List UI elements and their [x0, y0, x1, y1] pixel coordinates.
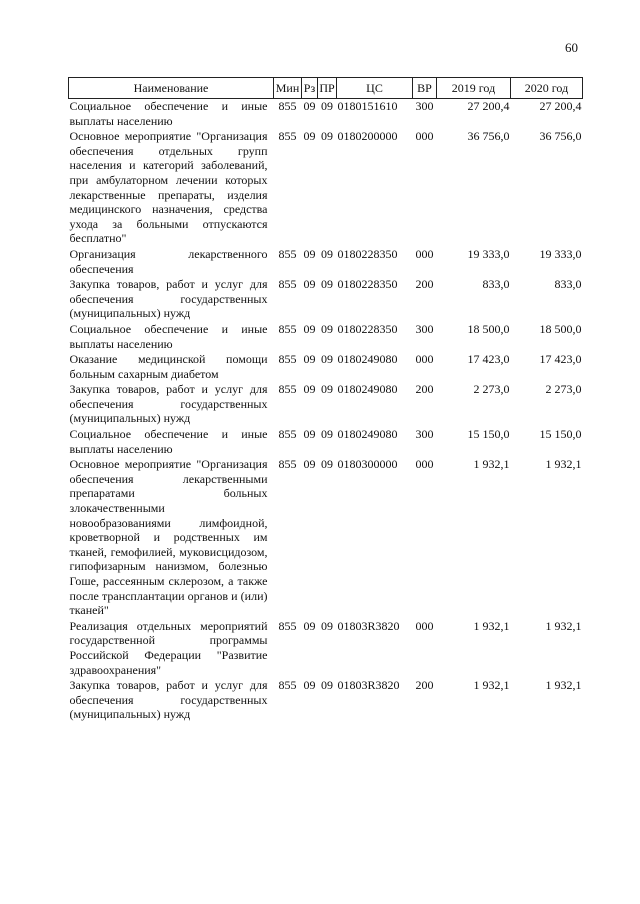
cell-name: Закупка товаров, работ и услуг для обеспечения государственных (муниципальных) нужд [69, 382, 268, 426]
cell-rz: 09 [303, 246, 316, 261]
cell-name: Основное мероприятие "Организация обеспечения отдельных групп населения и категорий заболеваний, при амбулаторном лечении которых лекарственные препараты, изделия медицинского назначения, средства ухода за больными отпускаются бесплатно" [69, 129, 268, 246]
table-row [69, 678, 583, 723]
cell-rz: 09 [303, 352, 316, 367]
table-row [69, 247, 583, 277]
cell-2020: 27 200,4 [539, 99, 582, 113]
page-number: 60 [565, 40, 578, 55]
cell-2019: 833,0 [482, 277, 510, 292]
cell-2020: 36 756,0 [539, 129, 582, 144]
cell-rz: 09 [303, 678, 316, 693]
cell-2020: 1 932,1 [545, 457, 582, 472]
cell-cs: 01803R3820 [337, 678, 400, 693]
cell-cs: 0180249080 [337, 352, 398, 367]
cell-name: Основное мероприятие "Организация обеспечения лекарственными препаратами больных злокачественными новообразованиями лимфоидной, кроветворной и родственных им тканей, гемофилией, муковисцидозом, гипофизарным нанизмом, болезнью Гоше, рассеянным склерозом, а также после трансплантации органов и (или) тканей" [69, 457, 268, 618]
cell-min: 855 [278, 427, 297, 442]
table-row [69, 352, 583, 382]
cell-pr: 09 [321, 678, 333, 693]
cell-rz: 09 [303, 129, 316, 144]
cell-vr: 300 [415, 99, 434, 113]
cell-min: 855 [278, 99, 297, 113]
cell-2020: 15 150,0 [539, 427, 582, 442]
cell-min: 855 [278, 618, 297, 633]
cell-pr: 09 [321, 246, 333, 261]
table-row [69, 99, 583, 130]
cell-2019: 1 932,1 [473, 678, 510, 693]
cell-pr: 09 [321, 352, 333, 367]
cell-cs: 0180151610 [337, 99, 398, 113]
cell-cs: 0180200000 [337, 129, 398, 144]
cell-2020: 19 333,0 [539, 246, 582, 261]
table-row [69, 457, 583, 619]
cell-pr: 09 [321, 321, 333, 336]
cell-2019: 18 500,0 [467, 321, 510, 336]
cell-2019: 19 333,0 [467, 246, 510, 261]
cell-2020: 18 500,0 [539, 321, 582, 336]
cell-2020: 1 932,1 [545, 678, 582, 693]
cell-pr: 09 [321, 382, 333, 397]
column-header-cs: ЦС [337, 78, 413, 99]
cell-2019: 15 150,0 [467, 427, 510, 442]
cell-rz: 09 [303, 99, 316, 113]
cell-2019: 2 273,0 [473, 382, 510, 397]
column-header-vr: ВР [413, 78, 437, 99]
cell-pr: 09 [321, 427, 333, 442]
cell-cs: 0180249080 [337, 427, 398, 442]
cell-cs: 01803R3820 [337, 618, 400, 633]
table-row [69, 277, 583, 322]
cell-name: Реализация отдельных мероприятий государственной программы Российской Федерации "Развитие здравоохранения" [69, 618, 268, 677]
cell-2019: 36 756,0 [467, 129, 510, 144]
cell-2020: 833,0 [554, 277, 582, 292]
cell-vr: 300 [415, 427, 434, 442]
cell-pr: 09 [321, 99, 333, 113]
cell-rz: 09 [303, 457, 316, 472]
cell-rz: 09 [303, 618, 316, 633]
cell-vr: 000 [415, 457, 434, 472]
column-header-min: Мин [274, 78, 302, 99]
cell-rz: 09 [303, 382, 316, 397]
cell-pr: 09 [321, 457, 333, 472]
cell-pr: 09 [321, 618, 333, 633]
table-body [69, 99, 583, 723]
cell-2019: 1 932,1 [473, 457, 510, 472]
cell-min: 855 [278, 678, 297, 693]
cell-vr: 200 [415, 382, 434, 397]
cell-2020: 17 423,0 [539, 352, 582, 367]
cell-name: Социальное обеспечение и иные выплаты населению [69, 99, 268, 128]
cell-rz: 09 [303, 321, 316, 336]
cell-vr: 300 [415, 321, 434, 336]
cell-vr: 000 [415, 618, 434, 633]
cell-min: 855 [278, 457, 297, 472]
cell-name: Закупка товаров, работ и услуг для обеспечения государственных (муниципальных) нужд [69, 277, 268, 321]
cell-rz: 09 [303, 427, 316, 442]
cell-min: 855 [278, 321, 297, 336]
cell-vr: 000 [415, 129, 434, 144]
budget-table [68, 77, 583, 723]
cell-pr: 09 [321, 277, 333, 292]
cell-2019: 27 200,4 [467, 99, 510, 113]
cell-min: 855 [278, 246, 297, 261]
cell-name: Социальное обеспечение и иные выплаты населению [69, 427, 268, 456]
column-header-rz: Рз [302, 78, 318, 99]
cell-vr: 200 [415, 678, 434, 693]
cell-vr: 000 [415, 352, 434, 367]
table-row [69, 129, 583, 247]
cell-name: Закупка товаров, работ и услуг для обеспечения государственных (муниципальных) нужд [69, 678, 268, 722]
cell-name: Социальное обеспечение и иные выплаты населению [69, 321, 268, 351]
column-header-2019: 2019 год [437, 78, 511, 99]
column-header-name: Наименование [69, 78, 274, 99]
cell-min: 855 [278, 352, 297, 367]
cell-cs: 0180228350 [337, 246, 398, 261]
cell-2020: 1 932,1 [545, 618, 582, 633]
cell-pr: 09 [321, 129, 333, 144]
cell-name: Оказание медицинской помощи больным сахарным диабетом [69, 352, 268, 381]
cell-vr: 200 [415, 277, 434, 292]
cell-rz: 09 [303, 277, 316, 292]
table-row [69, 619, 583, 678]
cell-min: 855 [278, 129, 297, 144]
cell-min: 855 [278, 382, 297, 397]
cell-vr: 000 [415, 246, 434, 261]
cell-2020: 2 273,0 [545, 382, 582, 397]
table-row [69, 322, 583, 352]
cell-2019: 17 423,0 [467, 352, 510, 367]
cell-min: 855 [278, 277, 297, 292]
table-row [69, 382, 583, 427]
cell-cs: 0180300000 [337, 457, 398, 472]
cell-2019: 1 932,1 [473, 618, 510, 633]
cell-cs: 0180228350 [337, 321, 398, 336]
column-header-2020: 2020 год [511, 78, 583, 99]
table-row [69, 427, 583, 457]
cell-name: Организация лекарственного обеспечения [69, 246, 268, 276]
cell-cs: 0180249080 [337, 382, 398, 397]
cell-cs: 0180228350 [337, 277, 398, 292]
column-header-pr: ПР [318, 78, 337, 99]
table-header-row [69, 78, 583, 99]
